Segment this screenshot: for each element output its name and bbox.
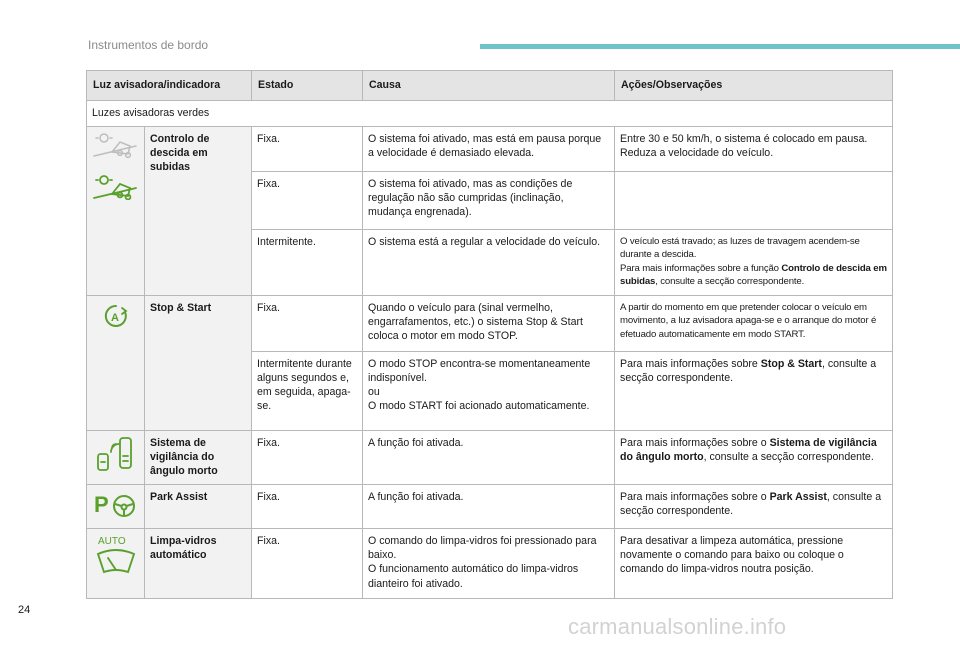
- causa-text: O funcionamento automático do limpa-vidros dianteiro foi ativado.: [368, 563, 579, 590]
- causa-cell: A função foi ativada.: [363, 431, 615, 485]
- table-row: [87, 529, 893, 599]
- group-row: [87, 101, 893, 127]
- causa-cell: O sistema foi ativado, mas as condições de regulação não são cumpridas (inclinação, mudança engrenada).: [363, 172, 615, 230]
- causa-text: O modo STOP encontra-se momentaneamente indisponível.: [368, 358, 591, 385]
- hill-descent-icon: [92, 174, 138, 200]
- estado-cell: Fixa.: [252, 127, 363, 172]
- warning-lights-table: [86, 70, 893, 599]
- causa-text: O comando do limpa-vidros foi pressionado para baixo.: [368, 535, 597, 562]
- estado-cell: Intermitente.: [252, 230, 363, 296]
- causa-cell: O sistema foi ativado, mas está em pausa porque a velocidade é demasiado elevada.: [363, 127, 615, 172]
- estado-cell: Intermitente durante alguns segundos e, em seguida, apaga-se.: [252, 352, 363, 431]
- icon-cell: [87, 529, 145, 599]
- acoes-text: , consulte a secção correspondente.: [620, 491, 882, 518]
- acoes-cell: [615, 352, 893, 431]
- acoes-text: , consulte a secção correspondente.: [703, 451, 874, 464]
- watermark: carmanualsonline.info: [568, 614, 787, 639]
- estado-cell: Fixa.: [252, 431, 363, 485]
- table-row: [87, 127, 893, 172]
- table-header-row: [87, 71, 893, 101]
- header-accent-bar: [480, 44, 960, 49]
- page-number: 24: [18, 604, 31, 616]
- acoes-bold-text: Controlo de descida em subidas: [620, 262, 887, 287]
- icon-cell: [87, 296, 145, 431]
- group-label: Luzes avisadoras verdes: [87, 101, 893, 127]
- causa-cell: [363, 352, 615, 431]
- svg-text:A: A: [111, 312, 119, 325]
- acoes-text: Para mais informações sobre: [620, 358, 761, 371]
- table-row: [87, 431, 893, 485]
- acoes-text: Para mais informações sobre o: [620, 491, 770, 504]
- warning-light-name: Controlo de descida em subidas: [145, 127, 252, 296]
- column-header: Estado: [252, 71, 363, 101]
- acoes-bold-text: Park Assist: [769, 491, 827, 504]
- acoes-text: , consulte a secção correspondente.: [655, 275, 805, 287]
- column-header: Ações/Observações: [615, 71, 893, 101]
- acoes-cell: A partir do momento em que pretender colocar o veículo em movimento, a luz avisadora apaga-se e o arranque do motor é efetuado automaticamente em modo START.: [615, 296, 893, 352]
- acoes-cell: [615, 431, 893, 485]
- causa-text: O modo START foi acionado automaticamente.: [368, 400, 590, 413]
- causa-cell: A função foi ativada.: [363, 485, 615, 529]
- hill-descent-icon: [92, 132, 138, 158]
- causa-text: ou: [368, 386, 380, 399]
- estado-cell: Fixa.: [252, 485, 363, 529]
- acoes-cell: [615, 230, 893, 296]
- table-row: [87, 485, 893, 529]
- warning-light-name: Stop & Start: [145, 296, 252, 431]
- blind-spot-icon: [92, 436, 138, 472]
- estado-cell: Fixa.: [252, 296, 363, 352]
- park-assist-icon: [92, 490, 138, 520]
- acoes-cell: Entre 30 e 50 km/h, o sistema é colocado em pausa. Reduza a velocidade do veículo.: [615, 127, 893, 172]
- acoes-text: , consulte a secção correspondente.: [620, 358, 877, 385]
- acoes-text: O veículo está travado; as luzes de travagem acendem-se durante a descida.: [620, 236, 860, 261]
- warning-light-name: Limpa-vidros automático: [145, 529, 252, 599]
- warning-light-name: Sistema de vigilância do ângulo morto: [145, 431, 252, 485]
- auto-wiper-icon: [92, 534, 138, 576]
- stop-start-icon: [92, 301, 138, 331]
- warning-light-name: Park Assist: [145, 485, 252, 529]
- icon-cell: [87, 127, 145, 296]
- acoes-cell: [615, 172, 893, 230]
- estado-cell: Fixa.: [252, 529, 363, 599]
- causa-cell: O sistema está a regular a velocidade do veículo.: [363, 230, 615, 296]
- svg-text:P: P: [94, 492, 109, 518]
- icon-cell: [87, 431, 145, 485]
- page-header-title: Instrumentos de bordo: [88, 38, 209, 52]
- acoes-cell: Para desativar a limpeza automática, pressione novamente o comando para baixo ou coloque o comando do limpa-vidros noutra posição.: [615, 529, 893, 599]
- causa-cell: Quando o veículo para (sinal vermelho, engarrafamentos, etc.) o sistema Stop & Start coloca o motor em modo STOP.: [363, 296, 615, 352]
- acoes-text: Para mais informações sobre a função: [620, 262, 782, 274]
- estado-cell: Fixa.: [252, 172, 363, 230]
- acoes-bold-text: Stop & Start: [760, 358, 822, 371]
- causa-cell: [363, 529, 615, 599]
- acoes-text: Para mais informações sobre o: [620, 437, 770, 450]
- auto-wiper-label: AUTO: [98, 536, 126, 548]
- acoes-cell: [615, 485, 893, 529]
- acoes-bold-text: Sistema de vigilância do ângulo morto: [620, 437, 877, 464]
- table-row: [87, 296, 893, 352]
- column-header: Luz avisadora/indicadora: [87, 71, 252, 101]
- column-header: Causa: [363, 71, 615, 101]
- icon-cell: [87, 485, 145, 529]
